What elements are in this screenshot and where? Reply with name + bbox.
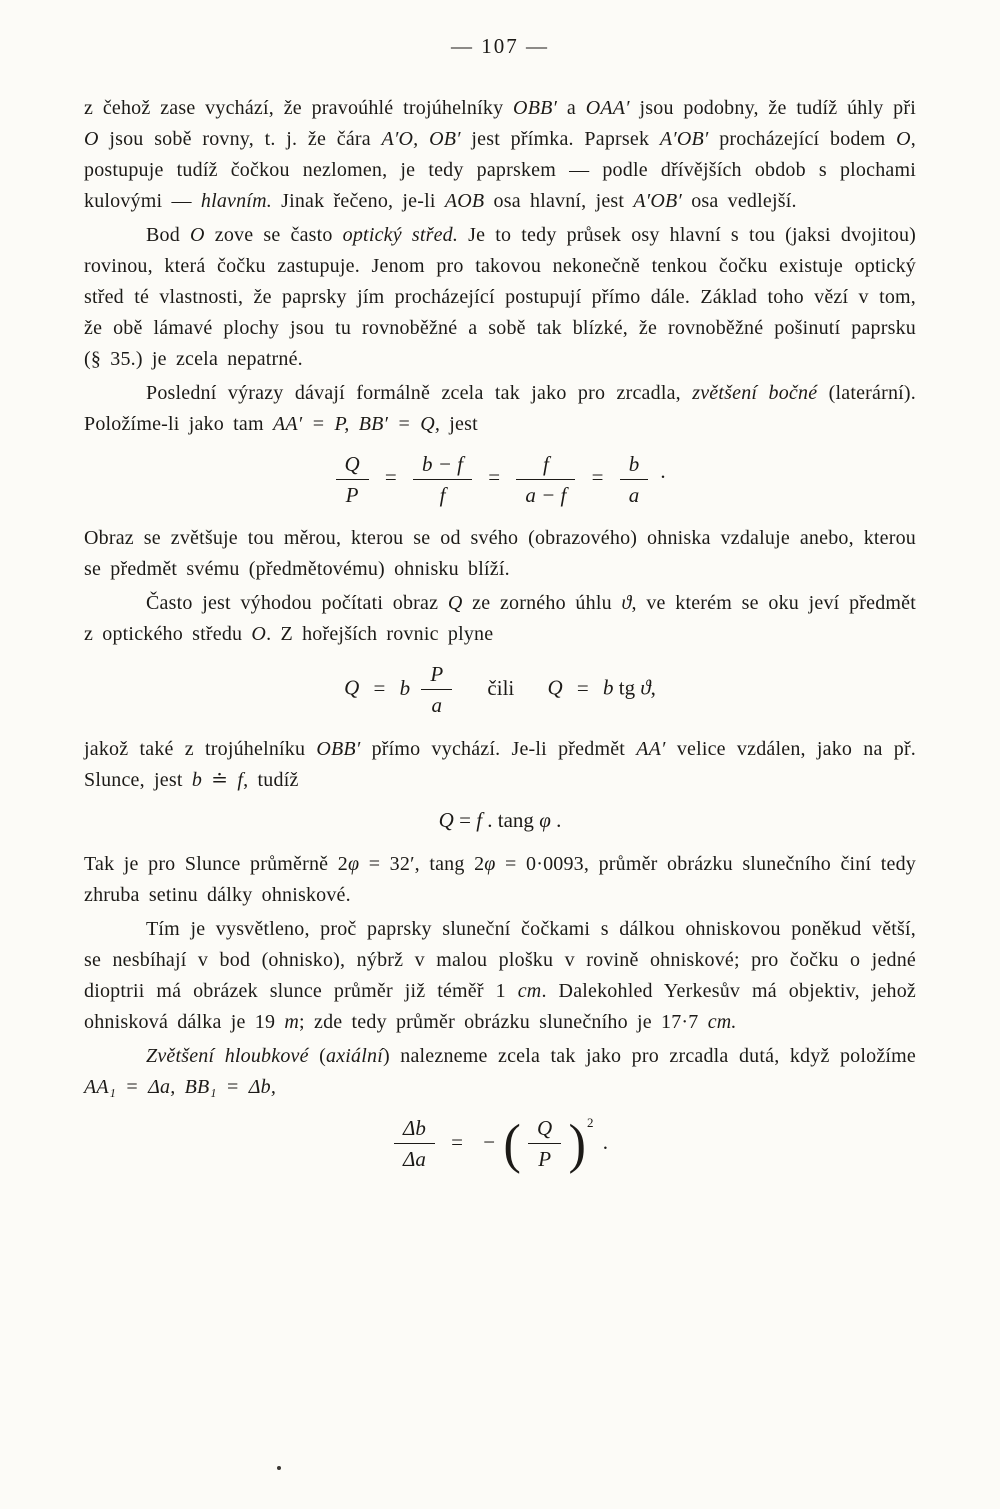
fraction-numerator: Q bbox=[336, 452, 369, 480]
variable-q: Q bbox=[344, 675, 360, 700]
period: . bbox=[602, 1129, 608, 1154]
paragraph-lateral-intro: Poslední výrazy dávají formálně zcela tak jako pro zrcadla, zvětšení bočné (laterární). Položíme-li jako tam AA′ = P, BB′ = Q, jest bbox=[84, 382, 916, 435]
fraction-b-a bbox=[620, 452, 649, 507]
fraction-denominator: f bbox=[439, 483, 446, 508]
expression-b-tg-theta: b tg ϑ, bbox=[603, 675, 656, 700]
fraction-numerator: f bbox=[516, 452, 575, 480]
fraction-f-af bbox=[516, 452, 575, 507]
paragraph-triangle-obb: jakož také z trojúhelníku OBB′ přímo vychází. Je-li předmět AA′ velice vzdálen, jako na př. Slunce, jest b ≐ f, tudíž bbox=[84, 737, 917, 791]
fraction-numerator: Δb bbox=[394, 1116, 435, 1144]
fraction-numerator: b − f bbox=[413, 452, 472, 480]
expression-q-f-tang-phi: Q = f . tang φ . bbox=[438, 807, 562, 832]
paragraph-explanation: Tím je vysvětleno, proč paprsky sluneční čočkami s dálkou ohniskovou poněkud větší, se nesbíhají v bod (ohnisko), nýbrž v malou plošku v rovině ohniskové; pro čočku o jedné dioptrii má obrázek slunce průměr již téměř 1 cm. Dalekohled Yerkesův má objektiv, jehož ohnisková dálka je 19 m; zde tedy průměr obrázku slunečního je 17·7 cm. bbox=[84, 917, 916, 1033]
word-cili: čili bbox=[487, 675, 515, 700]
fraction-numerator: b bbox=[620, 452, 649, 480]
equals-sign: = bbox=[373, 675, 386, 700]
formula-axial-magnification: $\frac{\Delta b}{\Delta a}$ = − ( $\frac{Q}{P}$ )$^2$ . bbox=[84, 1115, 916, 1172]
formula-sun-image bbox=[84, 808, 916, 833]
paragraph-image-grows: Obraz se zvětšuje tou měrou, kterou se od svého (obrazového) ohniska vzdaluje anebo, kterou se předmět svému (předmětovému) ohnisku blíží. bbox=[84, 527, 916, 581]
fraction-bf-f bbox=[413, 452, 472, 507]
formula-angular-size bbox=[84, 662, 916, 717]
fraction-q-p bbox=[336, 452, 369, 507]
fraction-denominator: Δa bbox=[403, 1147, 426, 1172]
equals-sign: = bbox=[591, 465, 604, 490]
fraction-denominator: P bbox=[345, 483, 359, 508]
fraction-denominator: a bbox=[431, 693, 442, 718]
fraction-numerator: P bbox=[421, 662, 452, 690]
equals-sign: = bbox=[488, 465, 501, 490]
equals-sign: = bbox=[384, 465, 397, 490]
minus-sign: − bbox=[483, 1129, 496, 1154]
print-speck bbox=[277, 1466, 281, 1470]
center-dot: · bbox=[659, 465, 667, 490]
fraction-p-a bbox=[421, 662, 452, 717]
paragraph-optical-center: Bod O zove se často optický střed. Je to tedy průsek osy hlavní s tou (jaksi dvojitou) rovinou, která čočku zastupuje. Jenom pro takovou nekonečně tenkou čočku existuje optický střed té vlastnosti, že paprsky jím procházející postupují přímo dále. Základ toho vězí v tom, že obě lámavé plochy jsou tu rovnoběžné a sobě tak blízké, že rovnoběžné pošinutí paprsku (§ 35.) je zcela nepatrné. bbox=[84, 224, 917, 370]
fraction-denominator: a − f bbox=[525, 483, 567, 508]
formula-lateral-magnification bbox=[84, 452, 916, 507]
variable-q: Q bbox=[547, 675, 563, 700]
paragraph-sun-diameter: Tak je pro Slunce průměrně 2φ = 32′, tang 2φ = 0·0093, průměr obrázku slunečního činí tedy zhruba setinu dálky ohniskové. bbox=[84, 852, 916, 906]
fraction-denominator: a bbox=[628, 483, 640, 508]
exponent-2: 2 bbox=[586, 1114, 594, 1130]
equals-sign: = bbox=[576, 675, 589, 700]
fraction-db-da bbox=[394, 1116, 435, 1171]
paragraph-axial-intro: Zvětšení hloubkové (axiální) nalezneme zcela tak jako pro zrcadla dutá, když položíme AA₁ = Δa, BB₁ = Δb, bbox=[84, 1044, 916, 1098]
fraction-q-p-inner bbox=[528, 1116, 561, 1171]
paragraph-triangles: z čehož zase vychází, že pravoúhlé trojúhelníky OBB′ a OAA′ jsou podobny, že tudíž úhly při O jsou sobě rovny, t. j. že čára A′O, OB′ jest přímka. Paprsek A′OB′ procházející bodem O, postupuje tudíž čočkou nezlomen, je tedy paprskem — podle dřívějších obdob s plochami kulovými — hlavním. Jinak řečeno, je-li AOB osa hlavní, jest A′OB′ osa vedlejší. bbox=[84, 97, 916, 212]
variable-b: b bbox=[399, 675, 411, 700]
paragraph-visual-angle: Často jest výhodou počítati obraz Q ze zorného úhlu ϑ, ve kterém se oku jeví předmět z optického středu O. Z hořejších rovnic plyne bbox=[84, 592, 917, 646]
fraction-numerator: Q bbox=[528, 1116, 561, 1144]
fraction-denominator: P bbox=[538, 1147, 552, 1172]
equals-sign: = bbox=[451, 1129, 463, 1154]
page-number: — 107 — bbox=[451, 34, 549, 58]
